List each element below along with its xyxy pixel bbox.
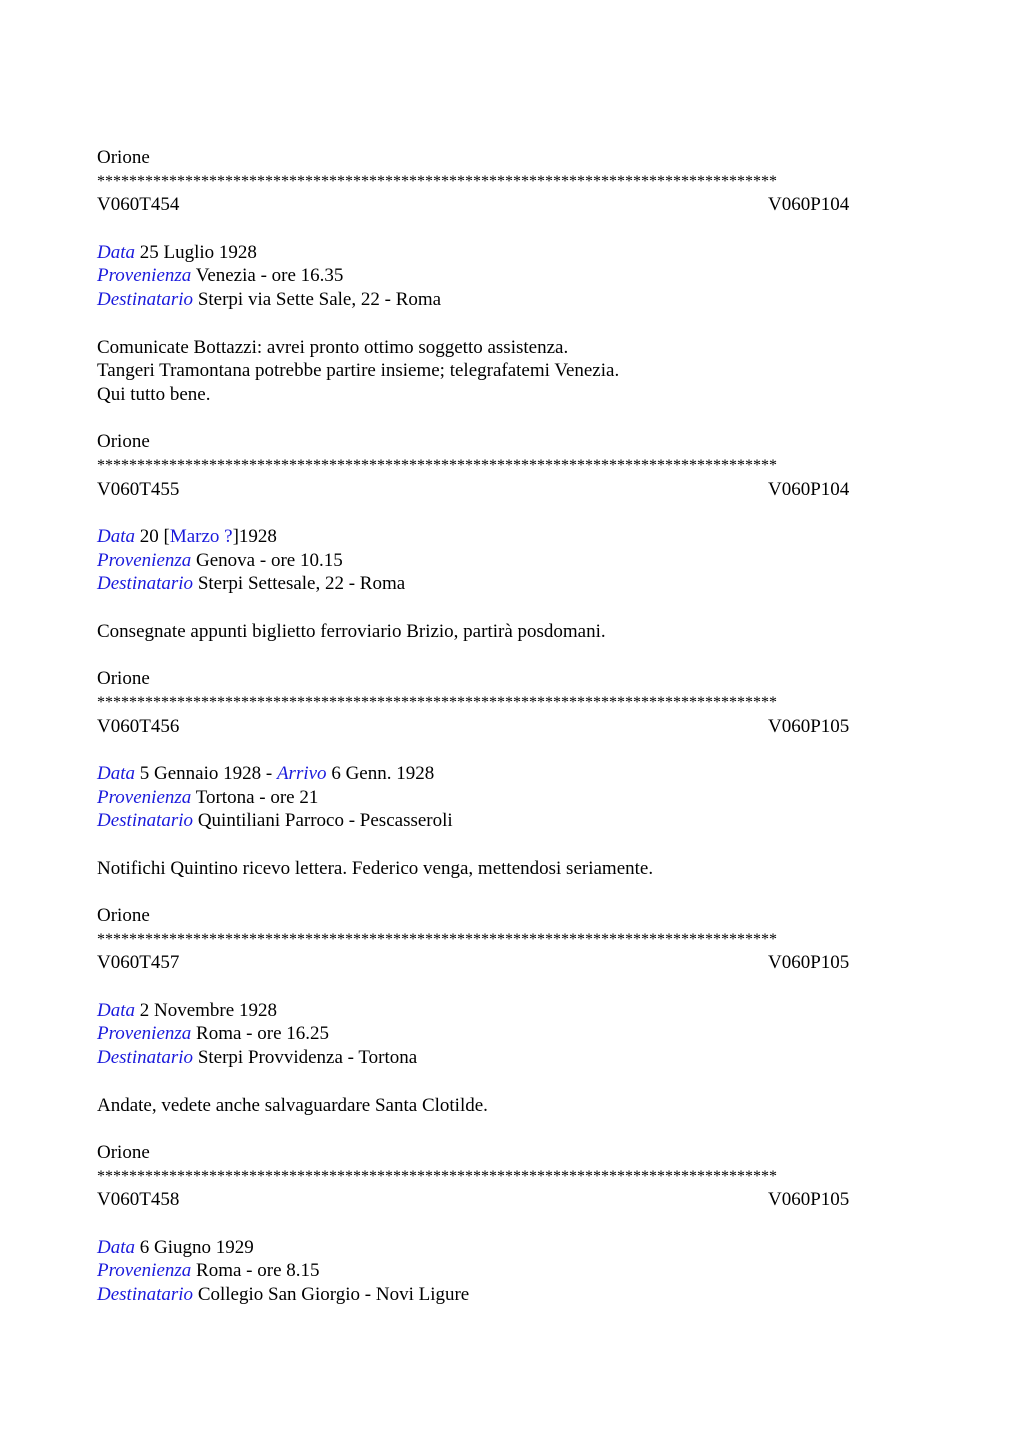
- signature: Orione: [97, 147, 150, 168]
- separator: *************************************************************************************: [97, 172, 777, 190]
- id-row: [97, 715, 927, 739]
- recipient-line: [97, 572, 927, 596]
- date-line: [97, 999, 927, 1023]
- label-provenienza: Provenienza: [97, 1260, 192, 1282]
- date-value: 25 Luglio 1928: [139, 241, 257, 263]
- page-ref: V060P104: [768, 478, 850, 500]
- telegram-id: V060T454: [97, 194, 180, 216]
- arrival-value: 6 Genn. 1928: [331, 762, 435, 784]
- id-row: [97, 478, 927, 502]
- recipient-line: [97, 809, 927, 833]
- recipient-value: Sterpi Settesale, 22 - Roma: [197, 573, 406, 595]
- date-line: [97, 241, 927, 265]
- label-provenienza: Provenienza: [97, 786, 192, 808]
- label-provenienza: Provenienza: [97, 1023, 192, 1045]
- origin-line: [97, 264, 927, 288]
- id-row: [97, 951, 927, 975]
- page-ref: V060P105: [768, 715, 850, 737]
- recipient-value: Collegio San Giorgio - Novi Ligure: [197, 1284, 470, 1305]
- origin-value: Venezia - ore 16.35: [195, 265, 344, 287]
- label-destinatario: Destinatario: [97, 810, 194, 832]
- origin-line: [97, 1259, 927, 1283]
- telegram-entry: [97, 478, 927, 715]
- date-value: 5 Gennaio 1928 -: [139, 762, 273, 784]
- origin-value: Tortona - ore 21: [195, 786, 319, 808]
- body-line: Notifichi Quintino ricevo lettera. Federico venga, mettendosi seriamente.: [97, 857, 654, 879]
- signature: Orione: [97, 1141, 150, 1163]
- document-page: [97, 146, 927, 1307]
- telegram-id: V060T455: [97, 478, 180, 500]
- recipient-value: Quintiliani Parroco - Pescasseroli: [197, 810, 453, 832]
- signature: Orione: [97, 431, 150, 453]
- date-line: [97, 525, 927, 549]
- telegram-entry: [97, 193, 927, 477]
- separator: *************************************************************************************: [97, 456, 777, 474]
- recipient-value: Sterpi via Sette Sale, 22 - Roma: [197, 289, 442, 311]
- date-line: [97, 1236, 927, 1260]
- separator: *************************************************************************************: [97, 930, 777, 948]
- label-provenienza: Provenienza: [97, 265, 192, 287]
- origin-value: Roma - ore 8.15: [196, 1260, 320, 1282]
- telegram-id: V060T458: [97, 1189, 180, 1211]
- separator: *************************************************************************************: [97, 1167, 777, 1185]
- label-arrivo: Arrivo: [276, 762, 327, 784]
- label-destinatario: Destinatario: [97, 289, 194, 311]
- signature: Orione: [97, 905, 150, 926]
- origin-line: [97, 549, 927, 573]
- body-line: Tangeri Tramontana potrebbe partire insieme; telegrafatemi Venezia.: [97, 360, 620, 382]
- body-line: Consegnate appunti biglietto ferroviario Brizio, partirà posdomani.: [97, 620, 606, 642]
- label-data: Data: [97, 526, 135, 547]
- date-value-pre: 20 [: [139, 526, 170, 547]
- recipient-value: Sterpi Provvidenza - Tortona: [197, 1047, 418, 1069]
- telegram-id: V060T457: [97, 952, 180, 974]
- telegram-entry: [97, 1188, 927, 1306]
- page-ref: V060P105: [768, 1189, 850, 1211]
- label-data: Data: [97, 1236, 135, 1258]
- telegram-id: V060T456: [97, 715, 180, 737]
- label-destinatario: Destinatario: [97, 573, 194, 595]
- label-data: Data: [97, 241, 135, 263]
- body-line: Qui tutto bene.: [97, 383, 211, 405]
- separator: *************************************************************************************: [97, 693, 777, 711]
- body-line: Andate, vedete anche salvaguardare Santa Clotilde.: [97, 1094, 488, 1116]
- origin-value: Genova - ore 10.15: [196, 549, 343, 571]
- id-row: [97, 1188, 927, 1212]
- body-line: Comunicate Bottazzi: avrei pronto ottimo soggetto assistenza.: [97, 336, 569, 358]
- signature: Orione: [97, 668, 150, 690]
- telegram-entry: [97, 951, 927, 1188]
- recipient-line: [97, 1283, 927, 1307]
- page-ref: V060P105: [768, 952, 850, 974]
- date-value: 6 Giugno 1929: [139, 1236, 254, 1258]
- recipient-line: [97, 288, 927, 312]
- label-provenienza: Provenienza: [97, 549, 192, 571]
- page-ref: V060P104: [768, 194, 850, 216]
- origin-line: [97, 1022, 927, 1046]
- date-line: [97, 762, 927, 786]
- recipient-line: [97, 1046, 927, 1070]
- telegram-entry: [97, 715, 927, 952]
- label-destinatario: Destinatario: [97, 1284, 194, 1305]
- label-data: Data: [97, 999, 135, 1021]
- date-value-post: ]1928: [232, 526, 277, 547]
- origin-line: [97, 786, 927, 810]
- label-destinatario: Destinatario: [97, 1047, 194, 1069]
- label-data: Data: [97, 762, 135, 784]
- date-editor-note: Marzo ?: [169, 526, 233, 547]
- id-row: [97, 193, 927, 217]
- origin-value: Roma - ore 16.25: [196, 1023, 330, 1045]
- date-value: 2 Novembre 1928: [139, 999, 277, 1021]
